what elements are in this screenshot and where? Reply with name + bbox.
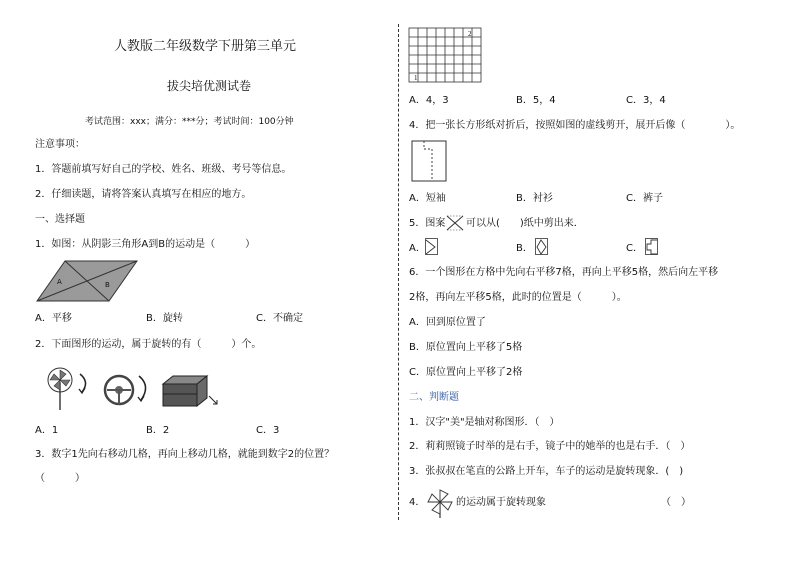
parallelogram-figure [37, 259, 137, 303]
section2-heading: 二、判断题 [409, 392, 459, 403]
notes-heading: 注意事项： [35, 139, 85, 150]
judge-q4-text: 的运动属于旋转现象 [456, 497, 546, 508]
option-c-paper-icon [645, 238, 659, 256]
q3-text: 3．数字1先向右移动几格，再向上移动几格，就能到数字2的位置？ [35, 449, 335, 460]
judge-q1: 1．汉字"美"是轴对称图形．（ ） [409, 417, 560, 428]
q4-option-c: C．裤子 [626, 193, 663, 204]
q2-option-a: A．1 [35, 425, 59, 436]
note-item-2: 2．仔细读题，请将答案认真填写在相应的地方。 [35, 189, 252, 200]
q2-option-c: C．3 [256, 425, 280, 436]
q6-text-line2: 2格，再向左平移5格，此时的位置是（ ）。 [409, 292, 627, 303]
q6-option-a: A．回到原位置了 [409, 317, 486, 328]
judge-q3: 3．张叔叔在笔直的公路上开车，车子的运动是旋转现象．( ) [409, 466, 684, 477]
page-title: 人教版二年级数学下册第三单元 [114, 39, 297, 54]
q4-option-b: B．衬衫 [516, 193, 553, 204]
q3-option-b: B．5，4 [516, 95, 556, 106]
q3-option-a: A．4，3 [409, 95, 449, 106]
q5-option-a: A． [409, 243, 426, 254]
triangle-label-a: A [57, 278, 62, 286]
q5-text-end: 可以从( )纸中剪出来． [466, 218, 584, 229]
q1-text: 1．如图：从阴影三角形A到B的运动是（ ） [35, 239, 256, 250]
pinwheel-icon [46, 366, 94, 410]
q2-option-b: B．2 [146, 425, 170, 436]
steering-wheel-icon [103, 372, 153, 410]
q4-option-a: A．短袖 [409, 193, 446, 204]
q3-option-c: C．3，4 [626, 95, 666, 106]
q5-option-c: C． [626, 243, 643, 254]
grid-number-2: 2 [468, 30, 472, 38]
judge-q4-number: 4． [409, 497, 426, 508]
pinwheel-icon [426, 488, 454, 518]
q1-option-c: C．不确定 [256, 313, 303, 324]
q6-option-b: B．原位置向上平移了5格 [409, 342, 523, 353]
q3-answer-blank: （ ） [35, 473, 85, 484]
q1-option-b: B．旋转 [146, 313, 183, 324]
q6-option-c: C．原位置向上平移了2格 [409, 367, 523, 378]
option-b-paper-icon [535, 238, 549, 256]
section1-heading: 一、选择题 [35, 214, 85, 225]
q2-text: 2．下面图形的运动，属于旋转的有（ ）个。 [35, 339, 262, 350]
q1-option-a: A．平移 [35, 313, 72, 324]
column-divider [398, 24, 399, 520]
grid-number-1: 1 [414, 74, 418, 82]
triangle-label-b: B [105, 281, 110, 289]
q5-option-b: B． [516, 243, 533, 254]
q4-text: 4．把一张长方形纸对折后，按照如图的虚线剪开，展开后像（ ）。 [409, 120, 741, 131]
exam-info: 考试范围：xxx；满分：***分；考试时间：100分钟 [85, 117, 294, 127]
folded-paper-figure [412, 141, 448, 183]
judge-q4-blank: （ ） [661, 497, 691, 508]
q6-text-line1: 6．一个图形在方格中先向右平移7格，再向上平移5格，然后向左平移 [409, 267, 719, 278]
cross-pattern-icon [445, 214, 465, 232]
option-a-paper-icon [425, 238, 439, 256]
q5-text-start: 5．图案 [409, 218, 446, 229]
judge-q2: 2．莉莉照镜子时举的是右手，镜子中的她举的也是右手．（ ） [409, 441, 691, 452]
number-grid [409, 28, 484, 85]
note-item-1: 1．答题前填写好自己的学校、姓名、班级、考号等信息。 [35, 164, 292, 175]
drawer-box-icon [161, 374, 219, 410]
page-subtitle: 拔尖培优测试卷 [167, 79, 252, 93]
